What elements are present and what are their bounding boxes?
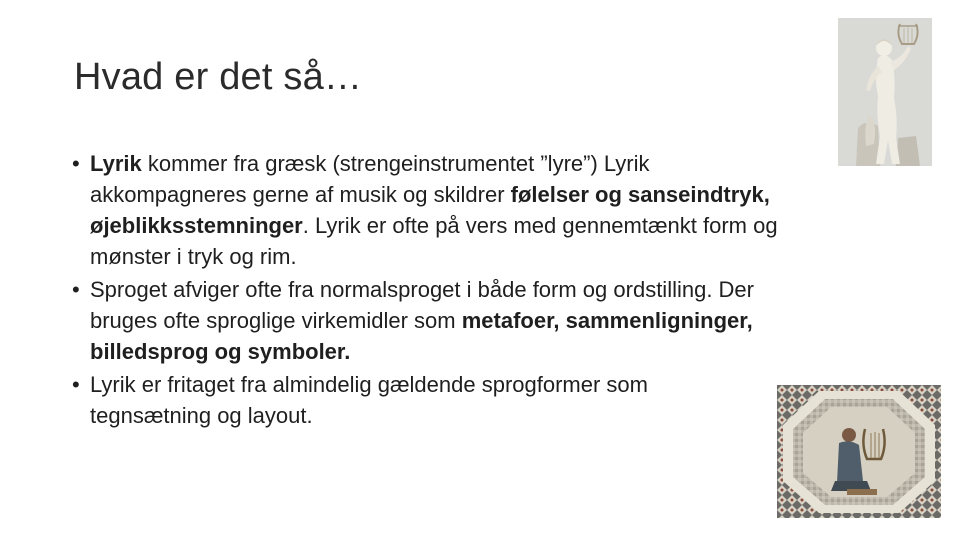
- bullet-line: [90, 369, 892, 400]
- bullet-line: [90, 274, 892, 305]
- bold-text: øjeblikksstemninger: [90, 213, 303, 238]
- text-segment: . Lyrik er ofte på vers med gennemtænkt form og: [302, 213, 778, 238]
- bullet-line: [90, 305, 892, 336]
- bullet-marker: •: [72, 151, 80, 176]
- bullet-text: [90, 369, 892, 431]
- text-segment: Sproget afviger ofte fra normalsproget i både form og ordstilling. Der: [90, 277, 754, 302]
- bullet-text: [90, 148, 892, 272]
- apollo-statue-image: [838, 18, 932, 166]
- bullet-item: [72, 274, 892, 367]
- bold-text: metafoer, sammenligninger,: [461, 308, 753, 333]
- bold-text: Lyrik: [90, 151, 142, 176]
- bold-text: billedsprog og symboler.: [90, 339, 351, 364]
- bullet-line: [90, 148, 892, 179]
- text-segment: akkompagneres gerne af musik og skildrer: [90, 182, 511, 207]
- bullet-marker: •: [72, 372, 80, 397]
- bullet-line: [90, 179, 892, 210]
- bullet-line: [90, 336, 892, 367]
- lyre-player-mosaic-image: [777, 385, 941, 518]
- text-segment: Lyrik er fritaget fra almindelig gældende sprogformer som: [90, 372, 648, 397]
- text-segment: tegnsætning og layout.: [90, 403, 313, 428]
- bold-text: følelser og sanseindtryk,: [510, 182, 770, 207]
- bullet-line: [90, 210, 892, 241]
- text-segment: mønster i tryk og rim.: [90, 244, 297, 269]
- bullet-item: [72, 148, 892, 272]
- slide-title: Hvad er det så…: [74, 56, 363, 98]
- bullet-item: [72, 369, 892, 431]
- text-segment: kommer fra græsk (strengeinstrumentet ”lyre”) Lyrik: [141, 151, 650, 176]
- bullet-marker: •: [72, 277, 80, 302]
- bullet-line: [90, 241, 892, 272]
- bullet-list: [72, 148, 892, 433]
- text-segment: bruges ofte sproglige virkemidler som: [90, 308, 462, 333]
- bullet-text: [90, 274, 892, 367]
- bullet-line: [90, 400, 892, 431]
